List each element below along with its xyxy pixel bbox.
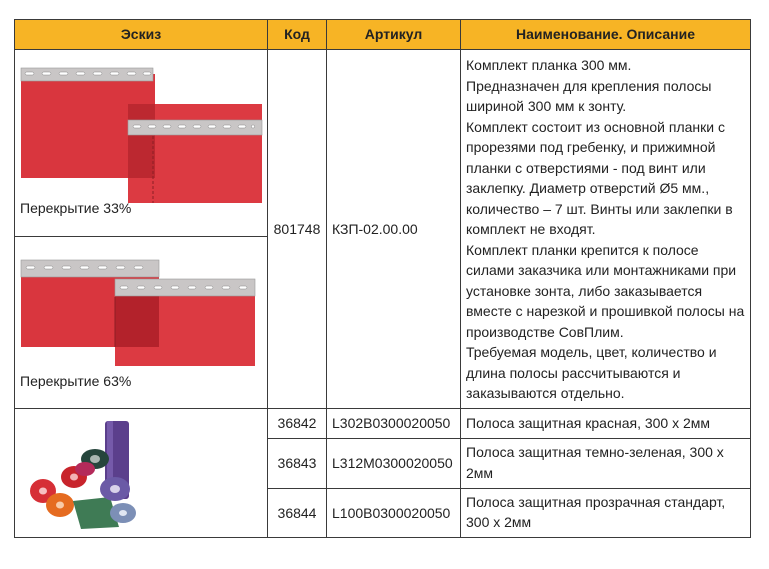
header-sketch: Эскиз — [15, 20, 268, 50]
overlap-zone — [128, 104, 155, 178]
header-article: Артикул — [327, 20, 461, 50]
sketch-overlap-63 — [15, 237, 268, 409]
row3-description: Полоса защитная прозрачная стандарт, 300 х 2мм — [461, 488, 751, 537]
pvc-rolls-image — [15, 409, 268, 537]
desc-paragraph: Комплект состоит из основной планки с прорезями под гребенку, и прижимной планки с отверстиями - под винт или заклепку. Диаметр отверстий Ø5 мм., количество – 7 шт. Винты или заклепки в комплект не входят. — [466, 118, 733, 237]
row1-description: Полоса защитная красная, 300 х 2мм — [461, 409, 751, 439]
row3-code: 36844 — [268, 488, 327, 537]
header-row — [15, 20, 751, 50]
row2-code: 36843 — [268, 439, 327, 488]
header-code: Код — [268, 20, 327, 50]
row2-description: Полоса защитная темно-зеленая, 300 х 2мм — [461, 439, 751, 488]
caption-overlap-33: Перекрытие 33% — [20, 200, 132, 216]
product-table — [14, 19, 751, 538]
front-plank — [115, 279, 255, 296]
caption-overlap-63: Перекрытие 63% — [20, 373, 132, 389]
desc-paragraph: Требуемая модель, цвет, количество и длина полосы рассчитываются и заказываются отдельно. — [466, 344, 717, 401]
row1-code: 36842 — [268, 409, 327, 439]
header-description: Наименование. Описание — [461, 20, 751, 50]
desc-paragraph: Комплект планки крепится к полосе силами заказчика или монтажниками при установке зонта, либо заказывается вместе с нарезкой и прошивкой полосы на производстве СовПлим. — [466, 241, 745, 340]
sketch-overlap-33 — [15, 50, 268, 237]
desc-paragraph: Предназначен для крепления полосы шириной 300 мм к зонту. — [466, 77, 712, 114]
group1-description — [461, 50, 751, 409]
row1-article: L302B0300020050 — [327, 409, 461, 439]
row2-article: L312M0300020050 — [327, 439, 461, 488]
desc-paragraph: Комплект планка 300 мм. — [466, 57, 632, 73]
group1-article: КЗП-02.00.00 — [327, 50, 461, 409]
product-row — [15, 409, 751, 439]
rolls-image-cell — [15, 409, 268, 538]
group1-row-a — [15, 50, 751, 237]
group1-code: 801748 — [268, 50, 327, 409]
row3-article: L100B0300020050 — [327, 488, 461, 537]
roll-magenta — [75, 462, 95, 476]
